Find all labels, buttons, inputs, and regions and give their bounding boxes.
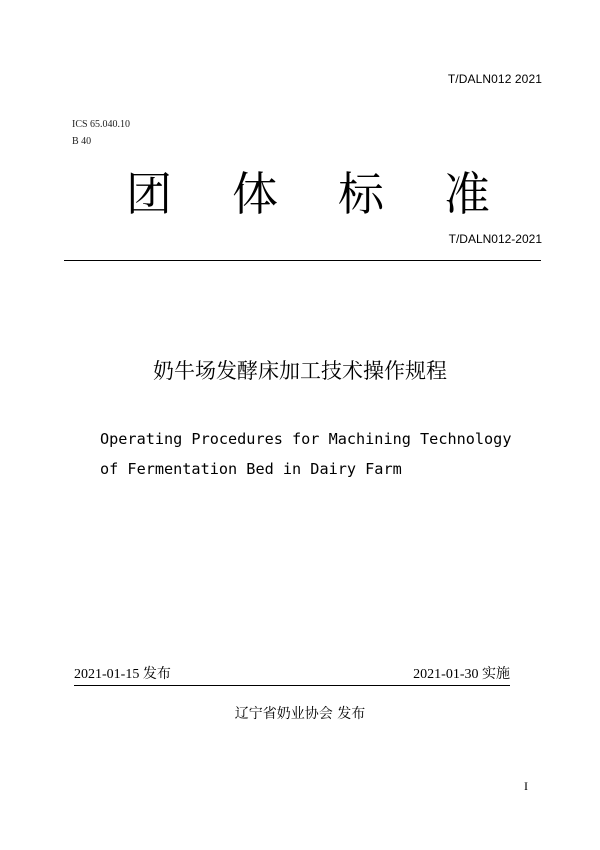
- standard-type-heading: [126, 166, 490, 222]
- standard-type-char: 团: [126, 167, 172, 221]
- standard-type-char: 体: [232, 167, 278, 221]
- classification-block: [72, 116, 130, 150]
- header-divider: [64, 260, 541, 261]
- chinese-title: 奶牛场发酵床加工技术操作规程: [153, 359, 447, 383]
- english-title-line-2: of Fermentation Bed in Dairy Farm: [100, 460, 402, 478]
- date-row: [74, 665, 510, 685]
- standard-number: T/DALN012-2021: [448, 232, 542, 246]
- header-doc-code: T/DALN012 2021: [447, 72, 542, 86]
- page-number: I: [524, 779, 528, 793]
- ics-code: ICS 65.040.10: [72, 119, 131, 130]
- implement-date: 2021-01-30 实施: [413, 667, 510, 682]
- standard-type-char: 标: [338, 167, 384, 221]
- english-title-line-1: Operating Procedures for Machining Technology: [100, 430, 512, 448]
- publish-date: 2021-01-15 发布: [74, 667, 171, 682]
- issuer: 辽宁省奶业协会 发布: [234, 706, 366, 722]
- date-divider: [74, 685, 510, 686]
- english-title: [100, 424, 511, 484]
- standard-type-char: 准: [444, 167, 490, 221]
- ccs-code: B 40: [72, 136, 92, 147]
